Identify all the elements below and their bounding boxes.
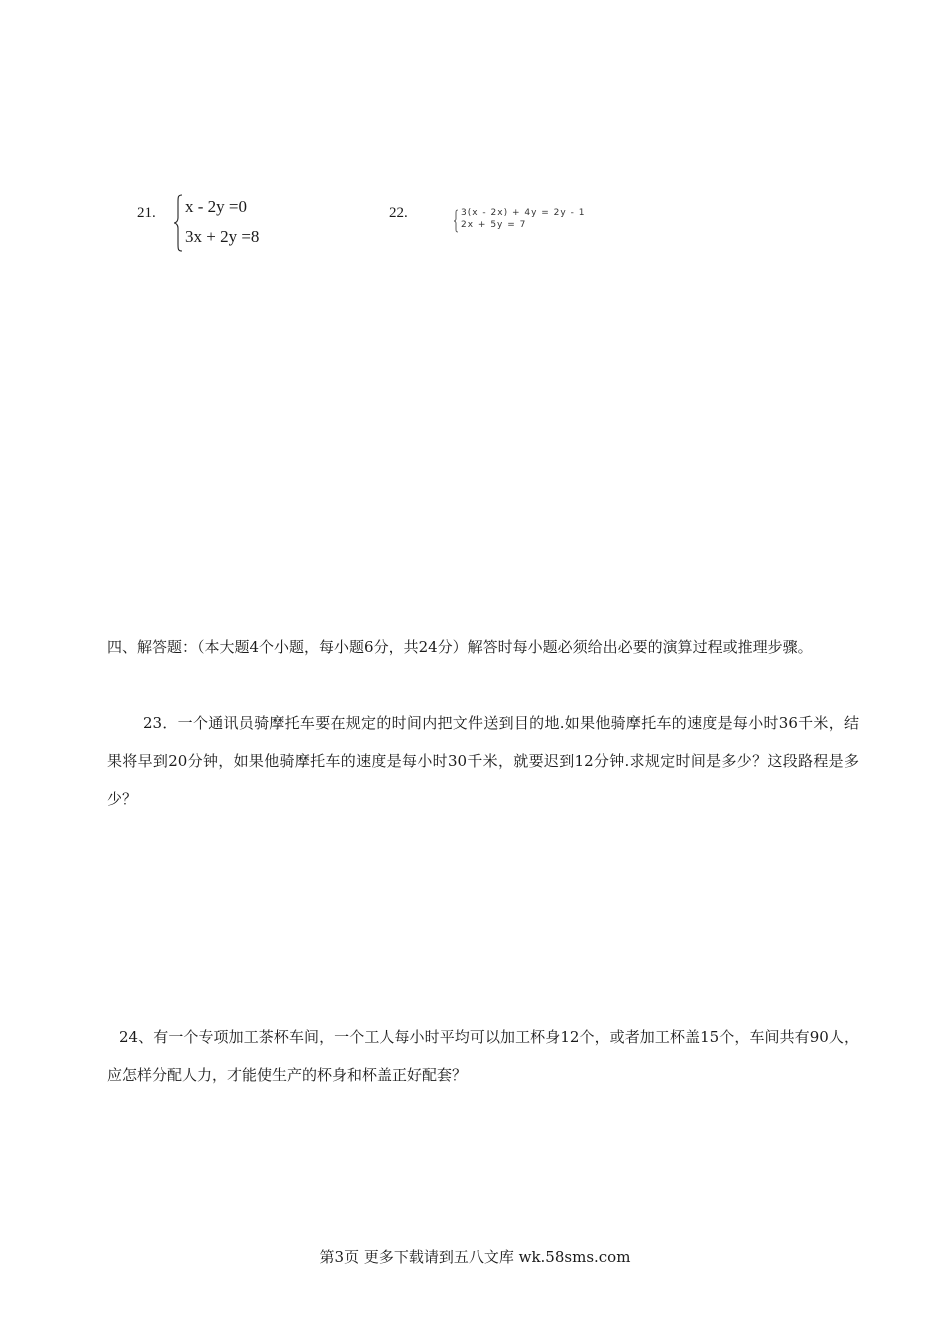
q23-text: 23．一个通讯员骑摩托车要在规定的时间内把文件送到目的地.如果他骑摩托车的速度是每小时36千米，结果将早到20分钟，如果他骑摩托车的速度是每小时30千米，就要迟到12分钟.求规定时间是多少？这段路程是多少？ [107,714,859,808]
left-brace-icon [453,209,459,233]
left-brace-icon [173,194,183,252]
q21-equation-2: 3x + 2y =8 [185,227,260,246]
q21-equation-1: x - 2y =0 [185,197,247,216]
q22-equation-system [453,208,683,234]
q21-equation-system [173,192,293,254]
q22-equation-1: 3(x - 2x) + 4y = 2y - 1 [461,208,586,218]
q22-number: 22. [389,205,408,221]
section-4-heading: 四、解答题：（本大题4个小题，每小题6分，共24分）解答时每小题必须给出必要的演算过程或推理步骤。 [107,638,813,656]
page-footer: 第3页 更多下载请到五八文库 wk.58sms.com [319,1248,631,1266]
q24-text: 24、有一个专项加工茶杯车间，一个工人每小时平均可以加工杯身12个，或者加工杯盖15个，车间共有90人，应怎样分配人力，才能使生产的杯身和杯盖正好配套？ [107,1028,859,1084]
q21-number: 21. [137,205,156,221]
q22-equation-2: 2x + 5y = 7 [461,220,527,230]
